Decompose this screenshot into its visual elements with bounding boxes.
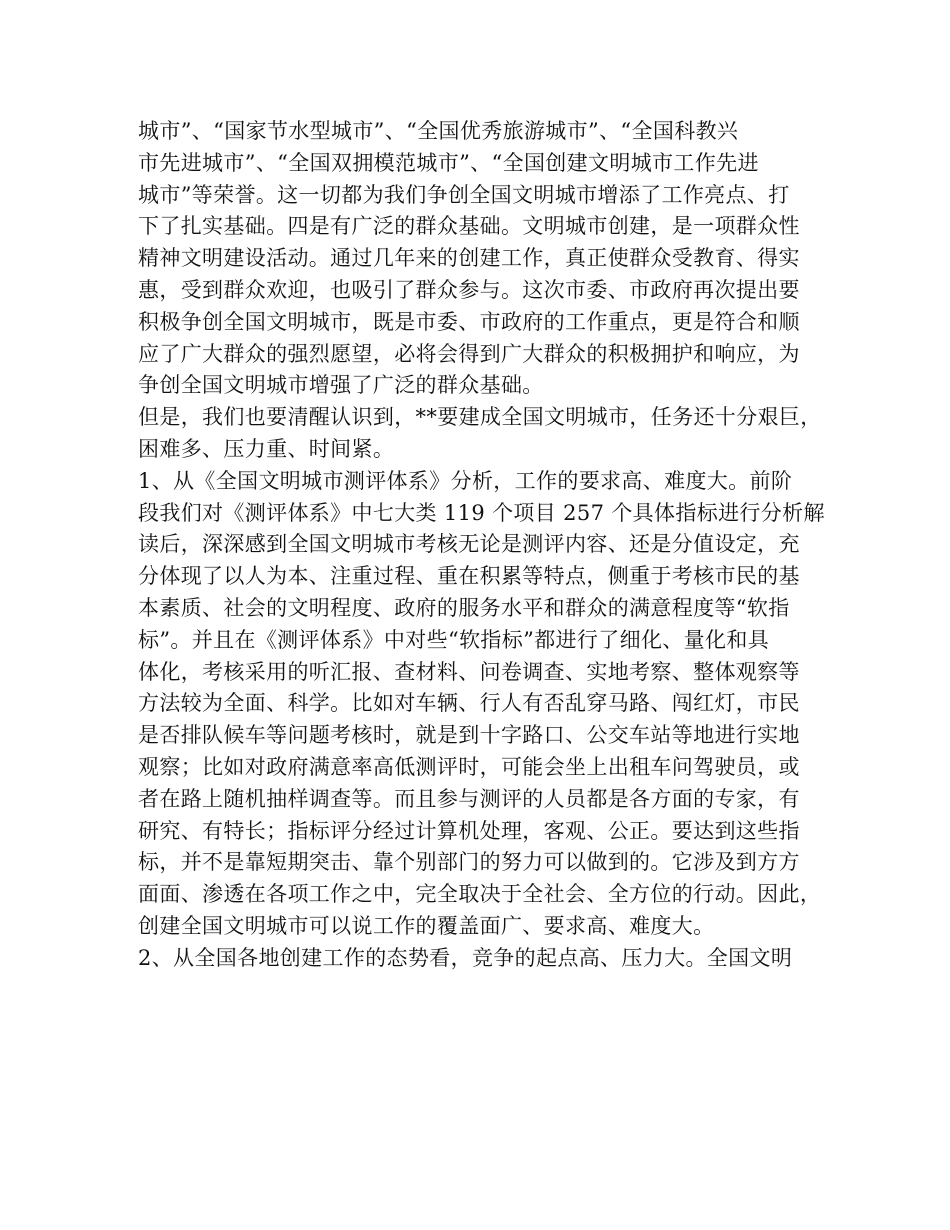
text-line: 观察；比如对政府满意率高低测评时，可能会坐上出租车问驾驶员，或 <box>138 754 800 779</box>
text-line: 是否排队候车等问题考核时，就是到十字路口、公交车站等地进行实地 <box>138 723 800 748</box>
text-line: 标，并不是靠短期突击、靠个别部门的努力可以做到的。它涉及到方方 <box>138 850 800 875</box>
text-line: 1、从《全国文明城市测评体系》分析，工作的要求高、难度大。前阶 <box>138 468 793 493</box>
text-line: 读后，深深感到全国文明城市考核无论是测评内容、还是分值设定，充 <box>138 532 800 557</box>
text-line: 城市”、“国家节水型城市”、“全国优秀旅游城市”、“全国科教兴 <box>138 119 739 143</box>
text-line: 体化，考核采用的听汇报、查材料、问卷调查、实地考察、整体观察等 <box>138 659 800 684</box>
text-line: 创建全国文明城市可以说工作的覆盖面广、要求高、难度大。 <box>138 913 715 938</box>
text-line: 积极争创全国文明城市，既是市委、市政府的工作重点，更是符合和顺 <box>138 309 800 334</box>
document-body-text <box>138 116 825 975</box>
text-line: 者在路上随机抽样调查等。而且参与测评的人员都是各方面的专家，有 <box>138 786 800 811</box>
text-line: 标”。并且在《测评体系》中对些“软指标”都进行了细化、量化和具 <box>138 627 770 652</box>
text-line: 应了广大群众的强烈愿望，必将会得到广大群众的积极拥护和响应，为 <box>138 341 800 366</box>
text-line: 但是，我们也要清醒认识到，**要建成全国文明城市，任务还十分艰巨， <box>138 405 822 430</box>
text-line: 精神文明建设活动。通过几年来的创建工作，真正使群众受教育、得实 <box>138 246 800 271</box>
text-line: 市先进城市”、“全国双拥模范城市”、“全国创建文明城市工作先进 <box>138 150 759 175</box>
text-line: 困难多、压力重、时间紧。 <box>138 436 395 461</box>
text-line: 下了扎实基础。四是有广泛的群众基础。文明城市创建，是一项群众性 <box>138 214 800 239</box>
text-line: 面面、渗透在各项工作之中，完全取决于全社会、全方位的行动。因此， <box>138 882 822 907</box>
text-line: 城市”等荣誉。这一切都为我们争创全国文明城市增添了工作亮点、打 <box>138 182 790 207</box>
text-line: 方法较为全面、科学。比如对车辆、行人有否乱穿马路、闯红灯，市民 <box>138 691 800 716</box>
text-line: 段我们对《测评体系》中七大类 119 个项目 257 个具体指标进行分析解 <box>138 500 825 525</box>
text-line: 分体现了以人为本、注重过程、重在积累等特点，侧重于考核市民的基 <box>138 564 800 589</box>
text-line: 惠，受到群众欢迎，也吸引了群众参与。这次市委、市政府再次提出要 <box>138 277 800 302</box>
text-line: 2、从全国各地创建工作的态势看，竞争的起点高、压力大。全国文明 <box>138 945 793 970</box>
text-line: 争创全国文明城市增强了广泛的群众基础。 <box>138 373 544 398</box>
text-line: 本素质、社会的文明程度、政府的服务水平和群众的满意程度等“软指 <box>138 595 790 620</box>
text-line: 研究、有特长；指标评分经过计算机处理，客观、公正。要达到这些指 <box>138 818 800 843</box>
